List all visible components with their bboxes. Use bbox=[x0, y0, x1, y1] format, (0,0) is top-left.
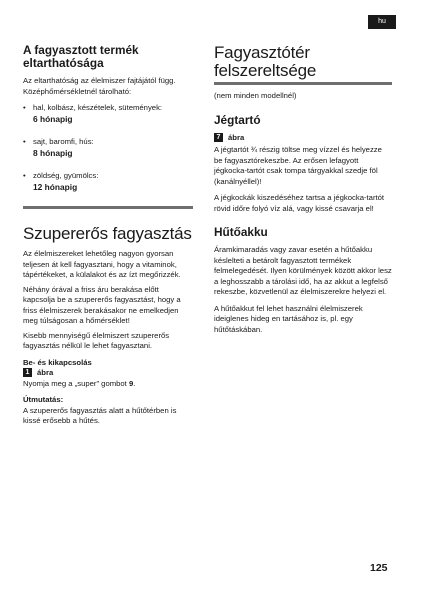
language-tab: hu bbox=[368, 15, 396, 29]
note-title: Útmutatás: bbox=[23, 395, 64, 404]
figure-reference bbox=[214, 133, 392, 144]
super-paragraph-2: Néhány órával a friss áru berakása előtt kapcsolja be a szupererős fagyasztást, hogy a friss élelmiszerek berakásakor ne emelkedjen meg túlságosan a hőmérséklet! bbox=[23, 284, 181, 325]
ice-paragraph-1: A jégtartót ¾ részig töltse meg vízzel és helyezze be fagyasztórekeszbe. Az erősen lefagyott jégkocka-tartót csak tompa tárgyakkal szedje föl (kanálnyéllel)! bbox=[214, 145, 382, 186]
left-column bbox=[23, 44, 193, 431]
press-button-number: 9 bbox=[128, 378, 134, 388]
ice-tray-title: Jégtartó bbox=[214, 112, 261, 127]
storage-item bbox=[23, 103, 193, 124]
onoff-title: Be- és kikapcsolás bbox=[23, 357, 92, 367]
super-paragraph-1: Az élelmiszereket lehetőleg nagyon gyorsan teljesen át kell fagyasztani, hogy a vitaminok, tápértékeket, a külalakot és az ízt megőrizzék. bbox=[23, 249, 181, 279]
cold-pack-title: Hűtőakku bbox=[214, 225, 268, 239]
equipment-subtitle: (nem minden modellnél) bbox=[214, 91, 297, 100]
equipment-title: Fagyasztótér felszereltsége bbox=[214, 43, 317, 80]
press-prefix: Nyomja meg a „super” gombot bbox=[23, 378, 129, 388]
super-section bbox=[23, 225, 193, 427]
note-text: A szupererős fagyasztás alatt a hűtőtérben is kissé erősebb a hűtés. bbox=[23, 405, 177, 425]
storage-item bbox=[23, 137, 193, 158]
storage-item-label: zöldség, gyümölcs: bbox=[33, 171, 99, 180]
storage-section bbox=[23, 44, 193, 209]
figure-number-badge: 1 bbox=[23, 368, 32, 377]
equipment-header bbox=[214, 44, 392, 85]
storage-list bbox=[23, 103, 193, 192]
bullet-icon: • bbox=[23, 137, 26, 146]
figure-label: ábra bbox=[37, 368, 54, 377]
press-instruction bbox=[23, 379, 193, 390]
bullet-icon: • bbox=[23, 103, 26, 112]
press-suffix: . bbox=[133, 378, 136, 388]
cold-paragraph-1: Áramkimaradás vagy zavar esetén a hűtőakku késlelteti a betárolt fagyasztott termékek felmelegedését. Ilyen körülmények között akkor lesz a leghosszabb a tárolási idő, ha az akkut a legfelső rekeszbe, közvetlenül az élelmiszerekre helyezi el. bbox=[214, 245, 392, 296]
super-title: Szupererős fagyasztás bbox=[23, 224, 192, 243]
storage-item-value: 12 hónapig bbox=[33, 181, 78, 192]
ice-paragraph-2: A jégkockák kiszedéséhez tartsa a jégkocka-tartót rövid időre folyó víz alá, vagy kissé csavarja el! bbox=[214, 193, 385, 213]
cold-paragraph-2: A hűtőakkut fel lehet használni élelmiszerek ideiglenes hideg en tartásához is, pl. egy hűtőtáskában. bbox=[214, 303, 363, 334]
storage-item-label: hal, kolbász, készételek, sütemények: bbox=[33, 103, 163, 112]
storage-item-value: 6 hónapig bbox=[33, 113, 73, 124]
storage-item-label: sajt, baromfi, hús: bbox=[33, 137, 94, 146]
storage-item-value: 8 hónapig bbox=[33, 147, 73, 158]
storage-title: A fagyasztott termék eltarthatósága bbox=[23, 43, 139, 70]
figure-number-badge: 7 bbox=[214, 133, 223, 142]
page-number: 125 bbox=[370, 562, 388, 574]
storage-intro: Az eltarthatóság az élelmiszer fajtájától függ. Középhőmérsékletnél tárolható: bbox=[23, 76, 176, 96]
figure-reference bbox=[23, 368, 193, 379]
bullet-icon: • bbox=[23, 171, 26, 180]
figure-label: ábra bbox=[228, 132, 245, 142]
right-column bbox=[214, 44, 392, 339]
super-paragraph-3: Kisebb mennyiségű élelmiszert szupererős fagyasztás nélkül le lehet fagyasztani. bbox=[23, 330, 170, 350]
storage-item bbox=[23, 171, 193, 192]
